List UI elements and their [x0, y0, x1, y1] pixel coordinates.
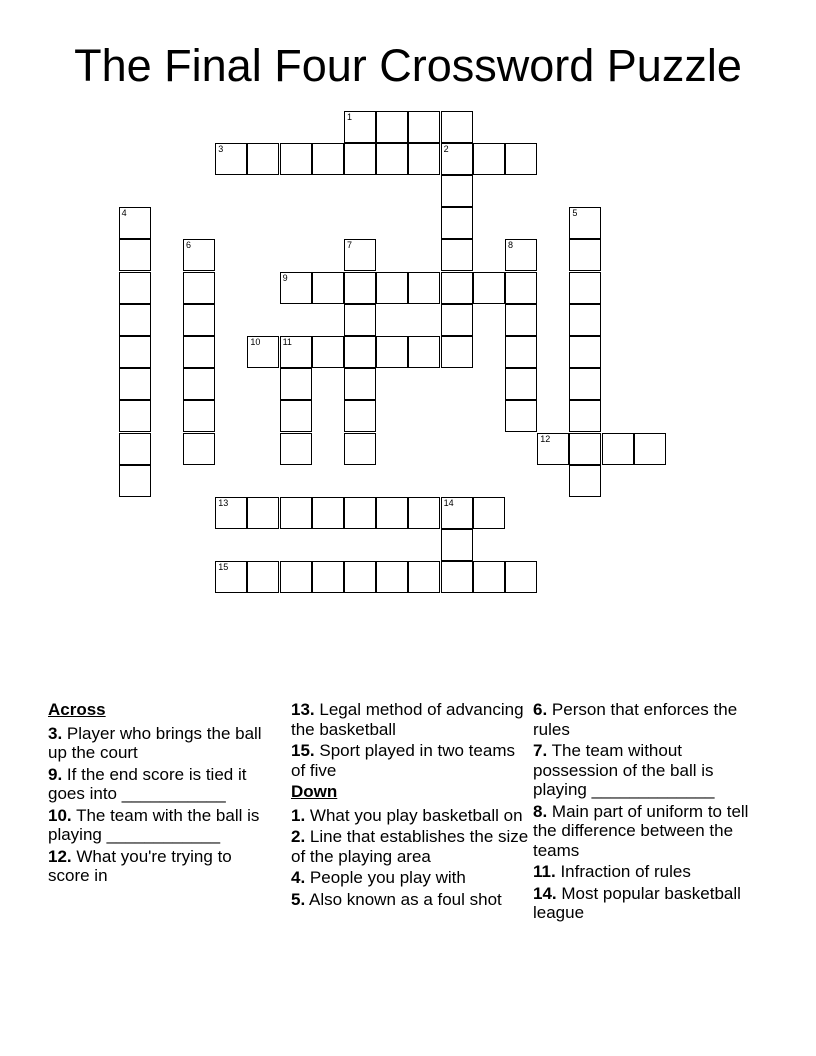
grid-cell[interactable]	[215, 561, 247, 593]
clue-across-13: 13. Legal method of advancing the basketball	[291, 700, 524, 739]
grid-cell[interactable]	[473, 497, 505, 529]
grid-cell[interactable]	[344, 111, 376, 143]
grid-cell[interactable]	[183, 336, 215, 368]
grid-cell[interactable]	[312, 561, 344, 593]
clue-number: 5	[572, 208, 578, 219]
clue-number: 1	[347, 111, 353, 122]
clue-number: 7	[347, 240, 353, 251]
clues-column-3	[533, 700, 765, 925]
grid-cell[interactable]	[247, 497, 279, 529]
across-heading: Across	[48, 700, 106, 719]
grid-cell[interactable]	[441, 207, 473, 239]
grid-cell[interactable]	[441, 239, 473, 271]
grid-cell[interactable]	[280, 336, 312, 368]
grid-cell[interactable]	[505, 368, 537, 400]
clue-number: 4	[121, 208, 127, 219]
grid-cell[interactable]	[376, 143, 408, 175]
clue-number: 9	[282, 272, 288, 283]
grid-cell[interactable]	[183, 272, 215, 304]
clue-across-9: 9. If the end score is tied it goes into ___________	[48, 764, 247, 803]
grid-cell[interactable]	[441, 561, 473, 593]
grid-cell[interactable]	[569, 239, 601, 271]
clue-down-2: 2. Line that establishes the size of the playing area	[291, 827, 529, 866]
grid-cell[interactable]	[505, 272, 537, 304]
grid-cell[interactable]	[441, 143, 473, 175]
grid-cell[interactable]	[344, 561, 376, 593]
grid-cell[interactable]	[408, 111, 440, 143]
clue-across-3: 3. Player who brings the ball up the court	[48, 723, 262, 762]
clues-column-2	[291, 700, 529, 911]
clue-across-12: 12. What you're trying to score in	[48, 846, 232, 885]
clue-number: 10	[250, 337, 261, 347]
grid-cell[interactable]	[280, 497, 312, 529]
grid-cell[interactable]	[312, 272, 344, 304]
grid-cell[interactable]	[441, 272, 473, 304]
grid-cell[interactable]	[473, 272, 505, 304]
grid-cell[interactable]	[569, 336, 601, 368]
grid-cell[interactable]	[183, 304, 215, 336]
grid-cell[interactable]	[569, 207, 601, 239]
grid-cell[interactable]	[569, 272, 601, 304]
clue-number: 14	[443, 498, 454, 508]
grid-cell[interactable]	[312, 336, 344, 368]
grid-cell[interactable]	[280, 143, 312, 175]
clue-down-8: 8. Main part of uniform to tell the difference between the teams	[533, 801, 749, 860]
grid-cell[interactable]	[505, 400, 537, 432]
grid-cell[interactable]	[344, 143, 376, 175]
grid-cell[interactable]	[505, 143, 537, 175]
clue-down-5: 5. Also known as a foul shot	[291, 889, 502, 909]
grid-cell[interactable]	[408, 272, 440, 304]
grid-cell[interactable]	[344, 272, 376, 304]
grid-cell[interactable]	[408, 497, 440, 529]
grid-cell[interactable]	[119, 465, 151, 497]
clue-across-15: 15. Sport played in two teams of five	[291, 741, 515, 780]
grid-cell[interactable]	[344, 497, 376, 529]
grid-cell[interactable]	[376, 561, 408, 593]
grid-cell[interactable]	[408, 561, 440, 593]
clue-number: 8	[508, 240, 514, 251]
grid-cell[interactable]	[119, 368, 151, 400]
grid-cell[interactable]	[441, 336, 473, 368]
clue-down-1: 1. What you play basketball on	[291, 805, 523, 825]
down-heading: Down	[291, 782, 338, 801]
grid-cell[interactable]	[537, 433, 569, 465]
grid-cell[interactable]	[408, 336, 440, 368]
grid-cell[interactable]	[119, 433, 151, 465]
grid-cell[interactable]	[119, 272, 151, 304]
grid-cell[interactable]	[441, 497, 473, 529]
grid-cell[interactable]	[376, 272, 408, 304]
grid-cell[interactable]	[183, 368, 215, 400]
grid-cell[interactable]	[183, 433, 215, 465]
grid-cell[interactable]	[280, 272, 312, 304]
grid-cell[interactable]	[344, 304, 376, 336]
puzzle-title: The Final Four Crossword Puzzle	[74, 40, 742, 91]
grid-cell[interactable]	[441, 175, 473, 207]
grid-cell[interactable]	[408, 143, 440, 175]
grid-cell[interactable]	[344, 368, 376, 400]
grid-cell[interactable]	[119, 304, 151, 336]
grid-cell[interactable]	[441, 304, 473, 336]
grid-cell[interactable]	[247, 561, 279, 593]
clue-down-4: 4. People you play with	[291, 868, 466, 887]
clue-number: 11	[282, 337, 292, 347]
clue-number: 13	[218, 498, 229, 508]
clue-down-7: 7. The team without possession of the ball is playing _____________	[533, 741, 715, 799]
grid-cell[interactable]	[280, 400, 312, 432]
grid-cell[interactable]	[247, 143, 279, 175]
grid-cell[interactable]	[376, 111, 408, 143]
grid-cell[interactable]	[505, 304, 537, 336]
clue-down-6: 6. Person that enforces the rules	[533, 700, 738, 739]
grid-cell[interactable]	[344, 336, 376, 368]
grid-cell[interactable]	[215, 143, 247, 175]
grid-cell[interactable]	[119, 207, 151, 239]
grid-cell[interactable]	[569, 400, 601, 432]
clue-number: 2	[443, 143, 449, 154]
grid-cell[interactable]	[505, 239, 537, 271]
grid-cell[interactable]	[376, 336, 408, 368]
grid-cell[interactable]	[280, 368, 312, 400]
grid-cell[interactable]	[119, 336, 151, 368]
grid-cell[interactable]	[634, 433, 666, 465]
grid-cell[interactable]	[119, 239, 151, 271]
clue-down-11: 11. Infraction of rules	[533, 862, 691, 881]
grid-cell[interactable]	[441, 529, 473, 561]
clues-column-1	[48, 700, 273, 888]
clue-number: 6	[186, 240, 192, 251]
grid-cell[interactable]	[569, 465, 601, 497]
grid-cell[interactable]	[344, 239, 376, 271]
grid-cell[interactable]	[602, 433, 634, 465]
grid-cell[interactable]	[312, 143, 344, 175]
grid-cell[interactable]	[441, 111, 473, 143]
grid-cell[interactable]	[280, 561, 312, 593]
grid-cell[interactable]	[183, 400, 215, 432]
grid-cell[interactable]	[376, 497, 408, 529]
clue-number: 12	[540, 433, 551, 444]
grid-cell[interactable]	[183, 239, 215, 271]
grid-cell[interactable]	[569, 368, 601, 400]
grid-cell[interactable]	[473, 143, 505, 175]
grid-cell[interactable]	[473, 561, 505, 593]
grid-cell[interactable]	[505, 561, 537, 593]
clue-down-14: 14. Most popular basketball league	[533, 883, 741, 922]
grid-cell[interactable]	[215, 497, 247, 529]
grid-cell[interactable]	[312, 497, 344, 529]
clue-number: 3	[218, 143, 224, 154]
clue-across-10: 10. The team with the ball is playing ____________	[48, 805, 260, 844]
grid-cell[interactable]	[344, 433, 376, 465]
grid-cell[interactable]	[569, 304, 601, 336]
grid-cell[interactable]	[505, 336, 537, 368]
clue-number: 15	[218, 562, 229, 573]
grid-cell[interactable]	[247, 336, 279, 368]
grid-cell[interactable]	[280, 433, 312, 465]
grid-cell[interactable]	[569, 433, 601, 465]
grid-cell[interactable]	[119, 400, 151, 432]
grid-cell[interactable]	[344, 400, 376, 432]
